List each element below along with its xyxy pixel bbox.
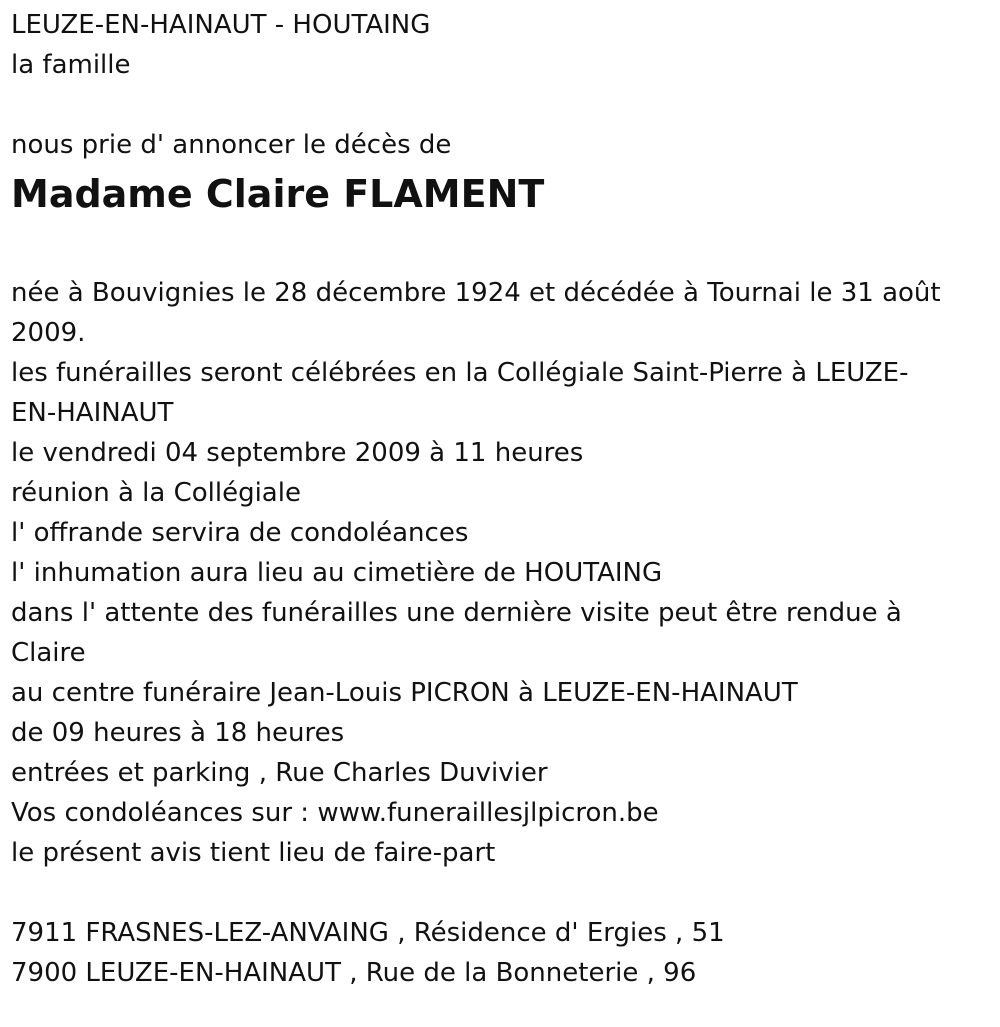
body-line: l' inhumation aura lieu au cimetière de HOUTAING bbox=[11, 558, 663, 588]
family-line: la famille bbox=[11, 50, 131, 80]
spacer bbox=[11, 217, 1000, 273]
spacer bbox=[11, 873, 1000, 913]
address-line: 7911 FRASNES-LEZ-ANVAING , Résidence d' Ergies , 51 bbox=[11, 918, 725, 948]
body-line: le présent avis tient lieu de faire-part bbox=[11, 838, 496, 868]
location-line: LEUZE-EN-HAINAUT - HOUTAING bbox=[11, 10, 431, 40]
body-line: les funérailles seront célébrées en la Collégiale Saint-Pierre à LEUZE- bbox=[11, 358, 909, 388]
body-line: née à Bouvignies le 28 décembre 1924 et décédée à Tournai le 31 août bbox=[11, 278, 941, 308]
body-line: réunion à la Collégiale bbox=[11, 478, 301, 508]
deceased-name: Madame Claire FLAMENT bbox=[11, 172, 545, 216]
body-line: 2009. bbox=[11, 318, 86, 348]
body-line: dans l' attente des funérailles une dernière visite peut être rendue à bbox=[11, 598, 902, 628]
body-line: au centre funéraire Jean-Louis PICRON à LEUZE-EN-HAINAUT bbox=[11, 678, 798, 708]
announcement-line: nous prie d' annoncer le décès de bbox=[11, 130, 452, 160]
body-line: le vendredi 04 septembre 2009 à 11 heures bbox=[11, 438, 584, 468]
body-line: de 09 heures à 18 heures bbox=[11, 718, 345, 748]
spacer bbox=[11, 85, 1000, 125]
body-line: EN-HAINAUT bbox=[11, 398, 174, 428]
body-line: Claire bbox=[11, 638, 86, 668]
body-line: Vos condoléances sur : www.funeraillesjlpicron.be bbox=[11, 798, 659, 828]
body-line: l' offrande servira de condoléances bbox=[11, 518, 469, 548]
body-line: entrées et parking , Rue Charles Duvivier bbox=[11, 758, 548, 788]
address-line: 7900 LEUZE-EN-HAINAUT , Rue de la Bonneterie , 96 bbox=[11, 958, 697, 988]
